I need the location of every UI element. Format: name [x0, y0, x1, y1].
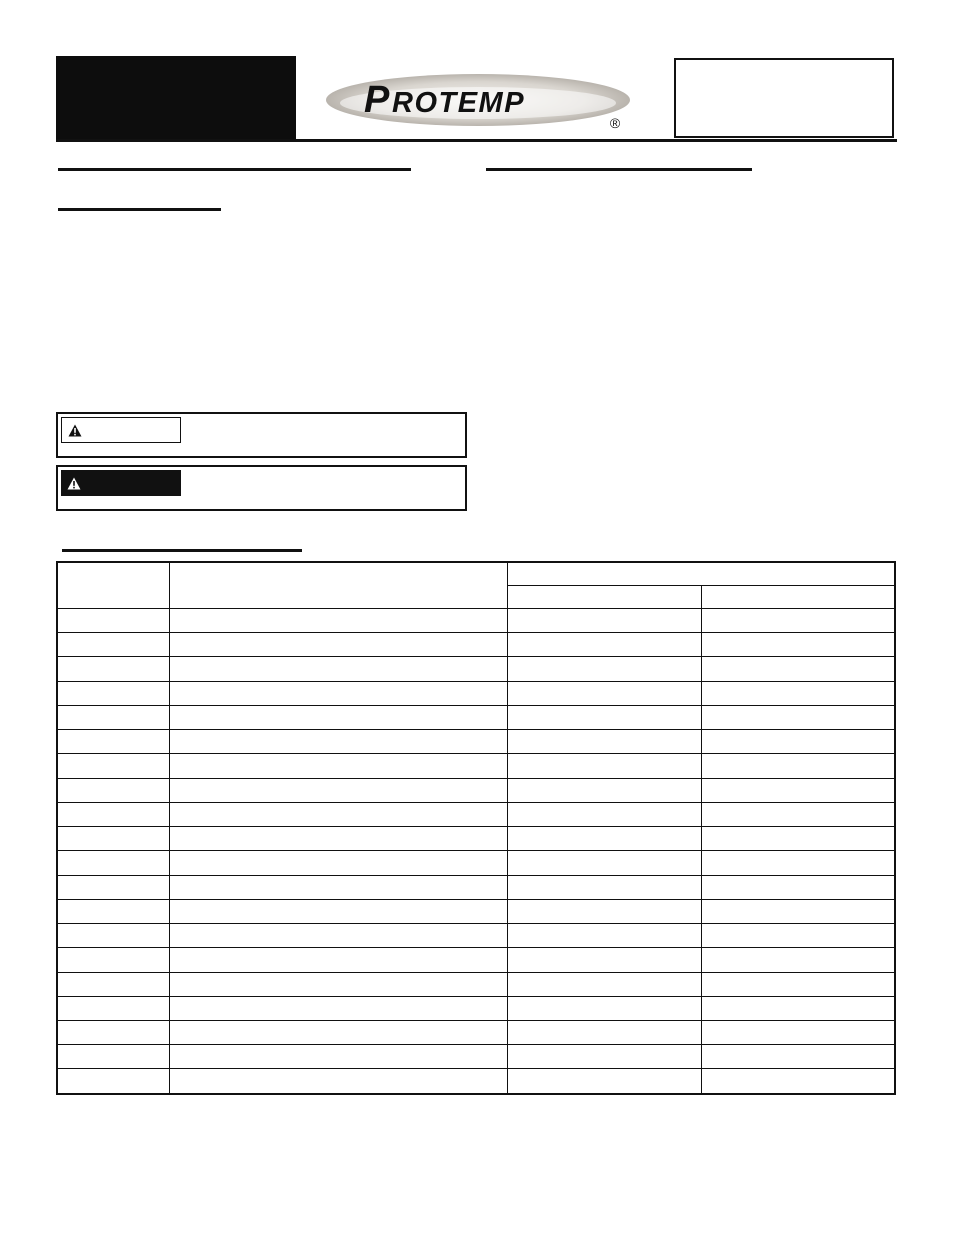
table-row [57, 754, 895, 778]
table-row [57, 730, 895, 754]
table-cell [57, 730, 169, 754]
table-cell [169, 1069, 507, 1094]
table-cell [701, 681, 895, 705]
table-cell [57, 633, 169, 657]
header-cell-ref [57, 562, 169, 609]
table-cell [507, 754, 701, 778]
table-cell [507, 972, 701, 996]
table-cell [507, 996, 701, 1020]
table-cell [701, 972, 895, 996]
table-cell [57, 1045, 169, 1069]
subheading-rule [58, 208, 221, 211]
section-heading-rule-left [58, 168, 411, 171]
table-cell [57, 899, 169, 923]
warning-triangle-icon [68, 424, 82, 437]
table-cell [57, 924, 169, 948]
table-cell [169, 875, 507, 899]
table-heading-rule [62, 549, 302, 552]
table-cell [169, 754, 507, 778]
table-cell [701, 657, 895, 681]
table-row [57, 972, 895, 996]
table-row [57, 1069, 895, 1094]
svg-text:ROTEMP: ROTEMP [392, 87, 526, 119]
table-cell [169, 609, 507, 633]
table-cell [507, 899, 701, 923]
table-cell [701, 730, 895, 754]
table-row [57, 996, 895, 1020]
table-row [57, 681, 895, 705]
table-row [57, 633, 895, 657]
table-cell [507, 802, 701, 826]
table-cell [701, 924, 895, 948]
table-cell [701, 827, 895, 851]
table-cell [169, 851, 507, 875]
table-cell [701, 754, 895, 778]
table-cell [507, 851, 701, 875]
table-cell [169, 1045, 507, 1069]
table-cell [507, 609, 701, 633]
table-cell [507, 875, 701, 899]
header-rule [56, 139, 897, 142]
table-cell [701, 705, 895, 729]
header-cell-group [507, 562, 895, 586]
table-cell [57, 996, 169, 1020]
table-cell [57, 681, 169, 705]
svg-text:P: P [364, 79, 391, 121]
table-row [57, 1020, 895, 1044]
table-cell [57, 802, 169, 826]
table-cell [169, 802, 507, 826]
table-cell [507, 657, 701, 681]
table-cell [169, 924, 507, 948]
table-header-row [57, 562, 895, 586]
table-cell [169, 899, 507, 923]
parts-table-body [57, 609, 895, 1095]
table-cell [507, 705, 701, 729]
table-cell [701, 609, 895, 633]
parts-table [56, 561, 896, 1095]
table-row [57, 609, 895, 633]
table-cell [169, 633, 507, 657]
table-cell [169, 657, 507, 681]
table-cell [57, 609, 169, 633]
table-cell [507, 827, 701, 851]
table-cell [507, 730, 701, 754]
table-cell [701, 1020, 895, 1044]
table-cell [169, 705, 507, 729]
table-row [57, 827, 895, 851]
table-cell [57, 705, 169, 729]
caution-notice [56, 412, 467, 458]
caution-signal-label [61, 417, 181, 443]
table-cell [701, 1045, 895, 1069]
table-cell [57, 875, 169, 899]
table-cell [57, 657, 169, 681]
table-cell [57, 778, 169, 802]
table-cell [701, 875, 895, 899]
table-cell [57, 851, 169, 875]
table-cell [701, 996, 895, 1020]
header-cell-sub-1 [507, 586, 701, 609]
registered-mark: ® [609, 115, 621, 131]
table-cell [57, 827, 169, 851]
table-cell [507, 1069, 701, 1094]
table-cell [169, 681, 507, 705]
table-cell [507, 778, 701, 802]
table-cell [57, 1069, 169, 1094]
protemp-logo [326, 70, 636, 132]
header-info-box [674, 58, 894, 138]
table-cell [57, 972, 169, 996]
table-row [57, 899, 895, 923]
table-cell [701, 778, 895, 802]
table-cell [169, 972, 507, 996]
table-cell [169, 778, 507, 802]
table-cell [57, 1020, 169, 1044]
section-heading-rule-right [486, 168, 752, 171]
warning-signal-label [61, 470, 181, 496]
table-cell [507, 633, 701, 657]
table-cell [701, 633, 895, 657]
header-cell-sub-2 [701, 586, 895, 609]
table-row [57, 657, 895, 681]
table-row [57, 802, 895, 826]
table-row [57, 924, 895, 948]
table-cell [507, 1045, 701, 1069]
table-cell [507, 681, 701, 705]
table-cell [701, 1069, 895, 1094]
table-cell [169, 730, 507, 754]
warning-triangle-icon [67, 477, 81, 490]
table-cell [507, 948, 701, 972]
table-row [57, 778, 895, 802]
table-row [57, 705, 895, 729]
table-cell [169, 948, 507, 972]
table-cell [507, 1020, 701, 1044]
table-cell [169, 827, 507, 851]
table-row [57, 1045, 895, 1069]
table-cell [169, 1020, 507, 1044]
table-cell [507, 924, 701, 948]
table-row [57, 948, 895, 972]
table-cell [169, 996, 507, 1020]
header-cell-description [169, 562, 507, 609]
table-cell [57, 948, 169, 972]
table-cell [701, 899, 895, 923]
header-black-panel [56, 56, 296, 140]
table-row [57, 851, 895, 875]
table-row [57, 875, 895, 899]
table-cell [57, 754, 169, 778]
table-cell [701, 802, 895, 826]
table-cell [701, 948, 895, 972]
warning-notice [56, 465, 467, 511]
table-cell [701, 851, 895, 875]
